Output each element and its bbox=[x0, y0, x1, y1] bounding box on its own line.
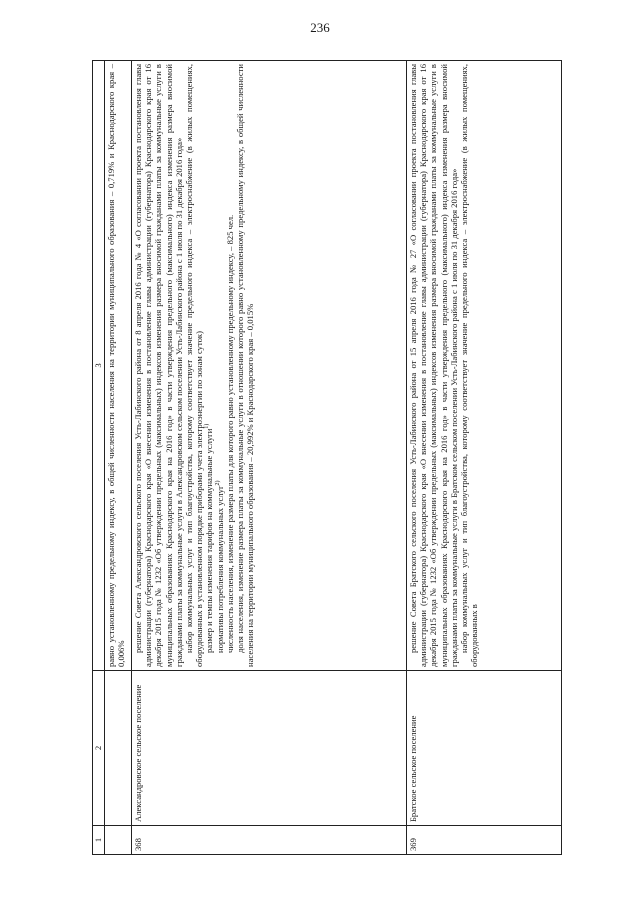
description-paragraph: равно установленному предельному индексу, в общей численности населения на территории муниципального образования – 0,719% и Краснодарского края – 0,006% bbox=[106, 64, 127, 667]
footnote-marker: 2) bbox=[214, 480, 221, 486]
page-number: 236 bbox=[310, 20, 330, 35]
description-paragraph: набор коммунальных услуг и тип благоустройства, которому соответствует значение предельного индекса – электроснабжение (в жилых помещениях, оборудованных в bbox=[459, 64, 480, 667]
table-row-368 bbox=[132, 61, 407, 855]
rotated-table-content bbox=[92, 60, 569, 855]
table-header-row bbox=[93, 61, 105, 855]
header-col-2: 2 bbox=[93, 671, 105, 826]
row-description bbox=[105, 61, 132, 671]
header-col-1: 1 bbox=[93, 826, 105, 855]
row-number bbox=[105, 826, 132, 855]
description-paragraph bbox=[215, 64, 225, 667]
description-paragraph: решение Совета Братского сельского поселения Усть-Лабинского района от 15 апреля 2016 года № 27 «О согласовании проекта постановления главы администрации (губернатора) Краснодарского края «О внесении изменения в постановление главы администрации (губернатора) Краснодарского края от 16 декабря 2015 года № 1232 «Об утверждении предельных (максимальных) индексов изменения размера вносимой гражданами платы за коммунальные услуги в муниципальных образованиях Краснодарского края на 2016 год» в части утверждения предельного (максимального) индекса изменения размера вносимой гражданами платы за коммунальные услуги в Братском сельском поселении Усть-Лабинского района с 1 июля по 31 декабря 2016 года» bbox=[408, 64, 459, 667]
description-paragraph bbox=[204, 64, 214, 667]
description-paragraph: набор коммунальных услуг и тип благоустройства, которому соответствует значение предельного индекса – электроснабжение (в жилых помещениях, оборудованных в установленном порядке приборами учета электроэнергии по зонам суток) bbox=[184, 64, 205, 667]
table-row-369 bbox=[407, 61, 562, 855]
tariff-table bbox=[92, 60, 562, 855]
row-number: 368 bbox=[132, 826, 407, 855]
description-paragraph: доля населения, изменение размера платы за коммунальные услуги в отношении которого равно установленному предельному индексу, в общей численности населения на территории муниципального образования – 20,992% и Краснодарского края – 0,015% bbox=[235, 64, 256, 667]
description-paragraph: численность населения, изменение размера платы для которого равно установленному предельному индексу, – 825 чел. bbox=[224, 214, 235, 653]
table-row-continuation bbox=[105, 61, 132, 855]
row-number: 369 bbox=[407, 826, 562, 855]
row-description bbox=[132, 61, 407, 671]
norms-text: нормативы потребления коммунальных услуг bbox=[214, 485, 225, 653]
row-description bbox=[407, 61, 562, 671]
settlement-name: Александровское сельское поселение bbox=[132, 671, 407, 826]
description-paragraph: решение Совета Александровского сельского поселения Усть-Лабинского района от 8 апреля 2016 года № 4 «О согласовании проекта постановления главы администрации (губернатора) Краснодарского края «О внесении изменения в постановление главы администрации (губернатора) Краснодарского края от 16 декабря 2015 года № 1232 «Об утверждении предельных (максимальных) индексов изменения размера вносимой гражданами платы за коммунальные услуги в муниципальных образованиях Краснодарского края на 2016 год» в части утверждения предельного (максимального) индекса изменения размера вносимой гражданами платы за коммунальные услуги в Александровском сельском поселении Усть-Лабинского района с 1 июля по 31 декабря 2016 года» bbox=[133, 64, 184, 667]
footnote-marker: 1) bbox=[204, 423, 211, 429]
settlement-name: Братское сельское поселение bbox=[407, 671, 562, 826]
rotated-table-frame bbox=[92, 60, 569, 855]
settlement-name bbox=[105, 671, 132, 826]
header-col-3: 3 bbox=[93, 61, 105, 671]
tariff-text: размер и темпы изменения тарифов на коммунальные услуги bbox=[204, 428, 215, 653]
